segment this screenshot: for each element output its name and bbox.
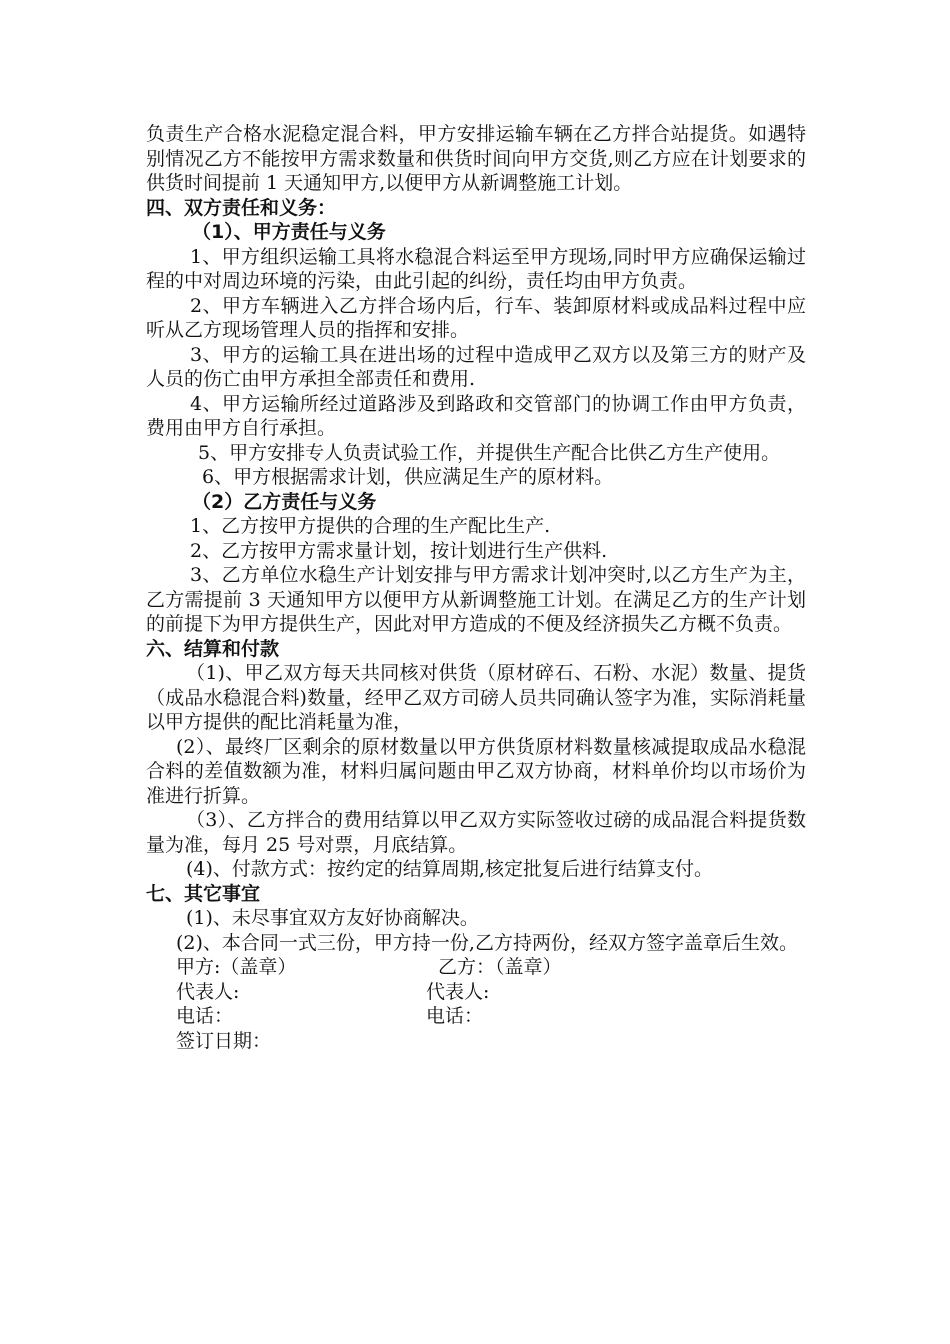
- settlement-clause-3: （3）、乙方拌合的费用结算以甲乙双方实际签收过磅的成品混合料提货数量为准，每月 25 号对票，月底结算。: [146, 809, 806, 856]
- signature-row-representative: [146, 980, 806, 1005]
- signature-row-date: [146, 1029, 806, 1054]
- party-b-seal-label: 乙方：（盖章）: [438, 956, 562, 978]
- party-b-phone-label: 电话：: [426, 1005, 484, 1027]
- party-a-representative-label: 代表人:: [176, 980, 240, 1003]
- settlement-clause-2: (2）、最终厂区剩余的原材数量以甲方供货原材料数量核减提取成品水稳混合料的差值数额为准，材料归属问题由甲乙双方协商，材料单价均以市场价为准进行折算。: [146, 735, 806, 807]
- party-a-duty-5: 5、甲方安排专人负责试验工作，并提供生产配合比供乙方生产使用。: [198, 441, 781, 464]
- party-b-representative-label: 代表人:: [426, 980, 490, 1003]
- party-b-duty-3: 3、乙方单位水稳生产计划安排与甲方需求计划冲突时,以乙方生产为主，乙方需提前 3 天通知甲方以便甲方从新调整施工计划。在满足乙方的生产计划的前提下为甲方提供生产，因此对甲方造成的不便及经济损失乙方概不负责。: [146, 564, 806, 635]
- party-b-duty-2: 2、乙方按甲方需求量计划，按计划进行生产供料.: [190, 539, 608, 562]
- contract-page: [146, 122, 806, 1053]
- section-6-heading: 六、结算和付款: [146, 637, 280, 660]
- party-a-duty-1: 1、甲方组织运输工具将水稳混合料运至甲方现场,同时甲方应确保运输过程的中对周边环境的污染，由此引起的纠纷，责任均由甲方负责。: [146, 245, 806, 292]
- misc-clause-1: (1)、未尽事宜双方友好协商解决。: [186, 907, 479, 929]
- party-a-duty-6: 6、甲方根据需求计划，供应满足生产的原材料。: [202, 466, 614, 488]
- signing-date-label: 签订日期：: [176, 1029, 272, 1052]
- party-a-duty-3: 3、甲方的运输工具在进出场的过程中造成甲乙双方以及第三方的财产及人员的伤亡由甲方承担全部责任和费用.: [146, 343, 806, 390]
- signature-row-party: [146, 955, 806, 980]
- intro-paragraph: 负责生产合格水泥稳定混合料，甲方安排运输车辆在乙方拌合站提货。如遇特别情况乙方不能按甲方需求数量和供货时间向甲方交货,则乙方应在计划要求的供货时间提前 1 天通知甲方,以便甲方从新调整施工计划。: [146, 123, 806, 194]
- section-4-heading: 四、双方责任和义务：: [146, 196, 337, 219]
- misc-clause-2: (2)、本合同一式三份，甲方持一份,乙方持两份，经双方签字盖章后生效。: [176, 931, 798, 954]
- signature-row-phone: [146, 1004, 806, 1029]
- party-a-phone-label: 电话：: [176, 1005, 234, 1027]
- party-a-duty-4: 4、甲方运输所经过道路涉及到路政和交管部门的协调工作由甲方负责，费用由甲方自行承担。: [146, 392, 806, 439]
- party-b-duties-heading: （2）乙方责任与义务: [192, 490, 377, 513]
- party-b-duty-1: 1、乙方按甲方提供的合理的生产配比生产.: [190, 515, 551, 537]
- settlement-clause-1: （1)、甲乙双方每天共同核对供货（原材碎石、石粉、水泥）数量、提货（成品水稳混合料)数量，经甲乙双方司磅人员共同确认签字为准，实际消耗量以甲方提供的配比消耗量为准，: [146, 662, 806, 733]
- party-a-duties-heading: （1）、甲方责任与义务: [192, 221, 386, 243]
- settlement-clause-4: (4)、付款方式：按约定的结算周期,核定批复后进行结算支付。: [186, 858, 713, 880]
- party-a-duty-2: 2、甲方车辆进入乙方拌合场内后，行车、装卸原材料或成品料过程中应听从乙方现场管理人员的指挥和安排。: [146, 294, 806, 341]
- party-a-seal-label: 甲方:（盖章）: [176, 956, 297, 978]
- section-7-heading: 七、其它事宜: [146, 882, 261, 905]
